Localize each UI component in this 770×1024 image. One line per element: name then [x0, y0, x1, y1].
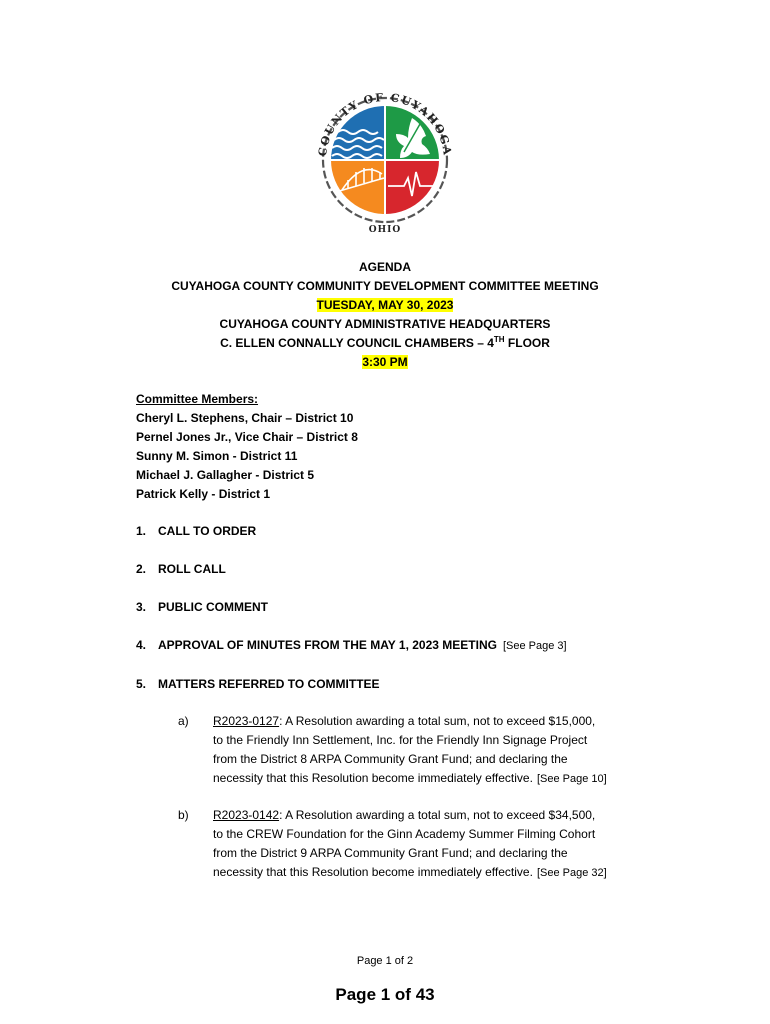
- members-heading: Committee Members:: [136, 392, 259, 406]
- member: Patrick Kelly - District 1: [136, 487, 271, 501]
- seal-bridge-quadrant: [331, 160, 385, 214]
- page-reference: [See Page 10]: [536, 773, 607, 785]
- resolution-link[interactable]: R2023-0127: [213, 714, 280, 728]
- page-number-large: Page 1 of 43: [335, 985, 435, 1004]
- agenda-item-roll-call: 2. ROLL CALL: [136, 562, 226, 576]
- resolution-item-a: a) R2023-0127: A Resolution awarding a total sum, not to exceed $15,000, to the Friendly Inn Settlement, Inc. for the Friendly Inn Signage Project from the District 8 ARPA Community Grant Fund; and declaring the necessity that this Resolution become immediately effective. [See Page 10]: [178, 714, 607, 785]
- page-reference: [See Page 3]: [502, 640, 567, 652]
- meeting-chambers: C. ELLEN CONNALLY COUNCIL CHAMBERS – 4TH FLOOR: [220, 335, 550, 350]
- seal-heartbeat-quadrant: [385, 160, 439, 214]
- meeting-name: CUYAHOGA COUNTY COMMUNITY DEVELOPMENT COMMITTEE MEETING: [171, 279, 599, 293]
- county-seal: [312, 82, 458, 238]
- seal-top-text: COUNTY OF CUYAHOGA: [315, 90, 455, 158]
- committee-members: [136, 390, 358, 504]
- page-number-small: Page 1 of 2: [356, 955, 414, 967]
- agenda-item-matters-referred: 5. MATTERS REFERRED TO COMMITTEE: [136, 677, 380, 691]
- page-reference: [See Page 32]: [536, 867, 607, 879]
- agenda-title: AGENDA: [358, 260, 411, 274]
- agenda-item-approval-minutes: 4. APPROVAL OF MINUTES FROM THE MAY 1, 2023 MEETING [See Page 3]: [136, 638, 567, 652]
- meeting-date: TUESDAY, MAY 30, 2023: [316, 298, 454, 312]
- agenda-header: [0, 258, 770, 372]
- meeting-time: 3:30 PM: [362, 355, 408, 369]
- resolution-link[interactable]: R2023-0142: [213, 808, 280, 822]
- agenda-item-public-comment: 3. PUBLIC COMMENT: [136, 600, 268, 614]
- resolution-item-b: b) R2023-0142: A Resolution awarding a total sum, not to exceed $34,500, to the CREW Foundation for the Ginn Academy Summer Filming Cohort from the District 9 ARPA Community Grant Fund; and declaring the necessity that this Resolution become immediately effective. [See Page 32]: [178, 808, 607, 879]
- member: Pernel Jones Jr., Vice Chair – District 8: [136, 430, 358, 444]
- member: Cheryl L. Stephens, Chair – District 10: [136, 411, 354, 425]
- member: Michael J. Gallagher - District 5: [136, 468, 315, 482]
- member: Sunny M. Simon - District 11: [136, 449, 298, 463]
- seal-bottom-text: OHIO: [368, 225, 402, 235]
- agenda-item-call-to-order: 1. CALL TO ORDER: [136, 524, 257, 538]
- meeting-location: CUYAHOGA COUNTY ADMINISTRATIVE HEADQUARTERS: [219, 317, 551, 331]
